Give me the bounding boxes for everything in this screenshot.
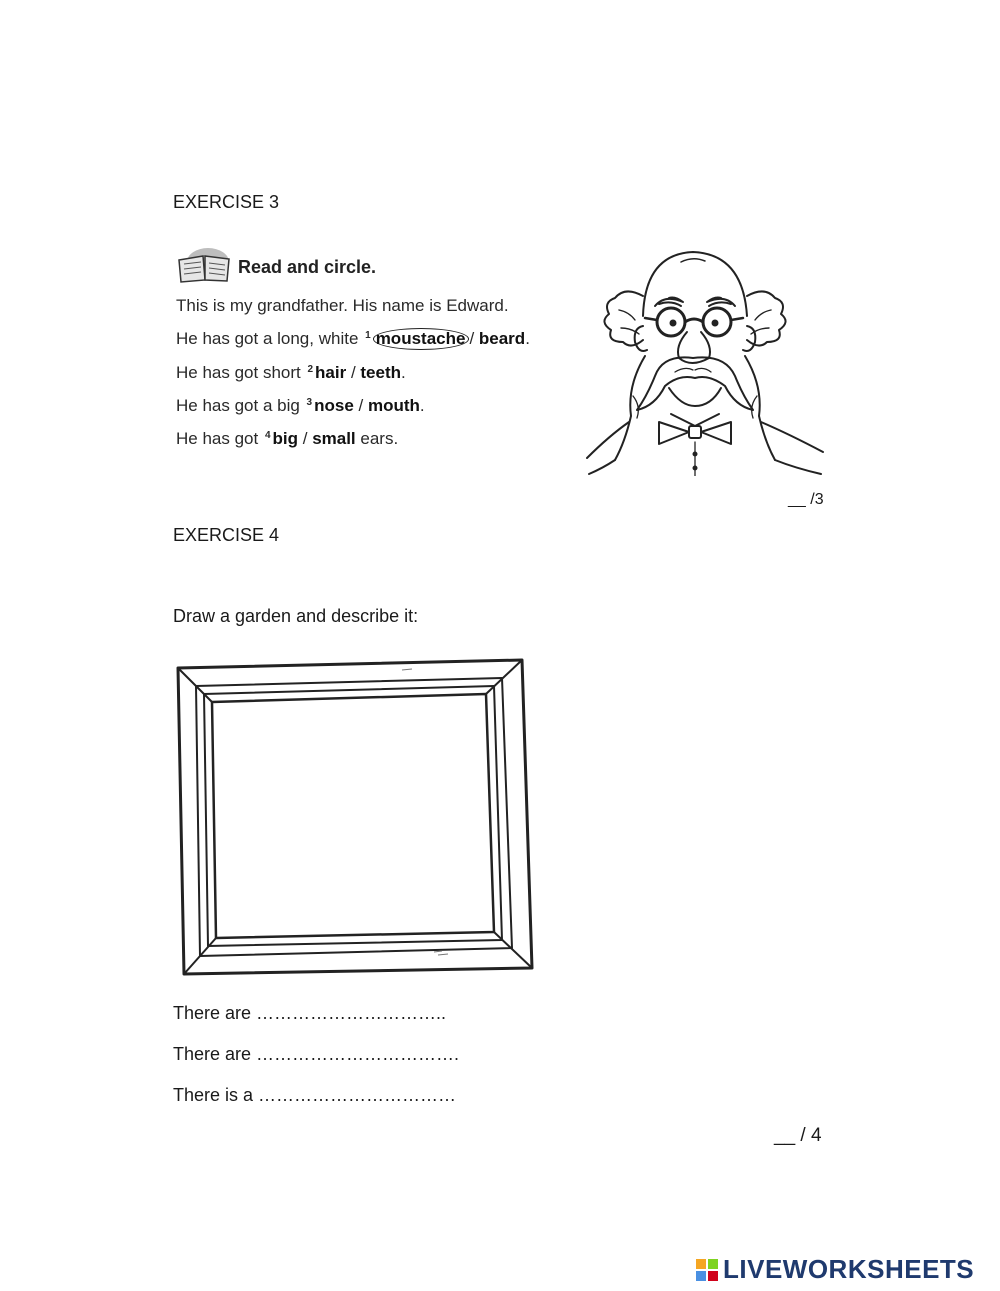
option-mouth[interactable]: mouth (367, 396, 420, 415)
option-hair[interactable]: hair (315, 363, 347, 382)
option-teeth[interactable]: teeth (360, 363, 402, 382)
exercise3-title: EXERCISE 3 (173, 192, 280, 212)
book-icon (175, 246, 235, 286)
exercise3-item-4: He has got $^4$ big / small ears. (176, 429, 399, 448)
exercise3-item-3: He has got a big $^3$ nose / mouth. (176, 396, 425, 415)
exercise3-score[interactable]: __ /3 (788, 491, 824, 508)
brand-name: LIVEWORKSHEETS (723, 1254, 975, 1284)
exercise4-title: EXERCISE 4 (173, 525, 280, 545)
exercise4-score[interactable]: __ / 4 (774, 1125, 822, 1146)
description-line-1[interactable]: There are ………………………….. (173, 1003, 447, 1023)
option-moustache[interactable]: moustache (373, 328, 470, 350)
description-line-2[interactable]: There are ……………………………. (173, 1044, 460, 1064)
item-number: 2 (307, 364, 314, 375)
item-number: 1 (365, 330, 371, 341)
drawing-frame[interactable] (172, 656, 537, 981)
item-number: 3 (306, 397, 313, 408)
exercise3-instruction: Read and circle. (238, 257, 377, 277)
brand-logo (696, 1254, 974, 1285)
logo-icon (696, 1259, 718, 1281)
item-number: 4 (264, 430, 271, 441)
exercise3-item-1: He has got a long, white $^1$ moustache / beard. (176, 329, 530, 348)
option-small[interactable]: small (312, 429, 356, 448)
option-beard[interactable]: beard (478, 329, 526, 348)
exercise4-instruction: Draw a garden and describe it: (173, 606, 419, 626)
grandfather-illustration (585, 246, 825, 476)
description-line-3[interactable]: There is a …………………………… (173, 1085, 457, 1105)
exercise3-item-2: He has got short $^2$ hair / teeth. (176, 363, 406, 382)
exercise3-intro: This is my grandfather. His name is Edward. (176, 296, 509, 315)
option-nose[interactable]: nose (314, 396, 354, 415)
option-big[interactable]: big (272, 429, 299, 448)
